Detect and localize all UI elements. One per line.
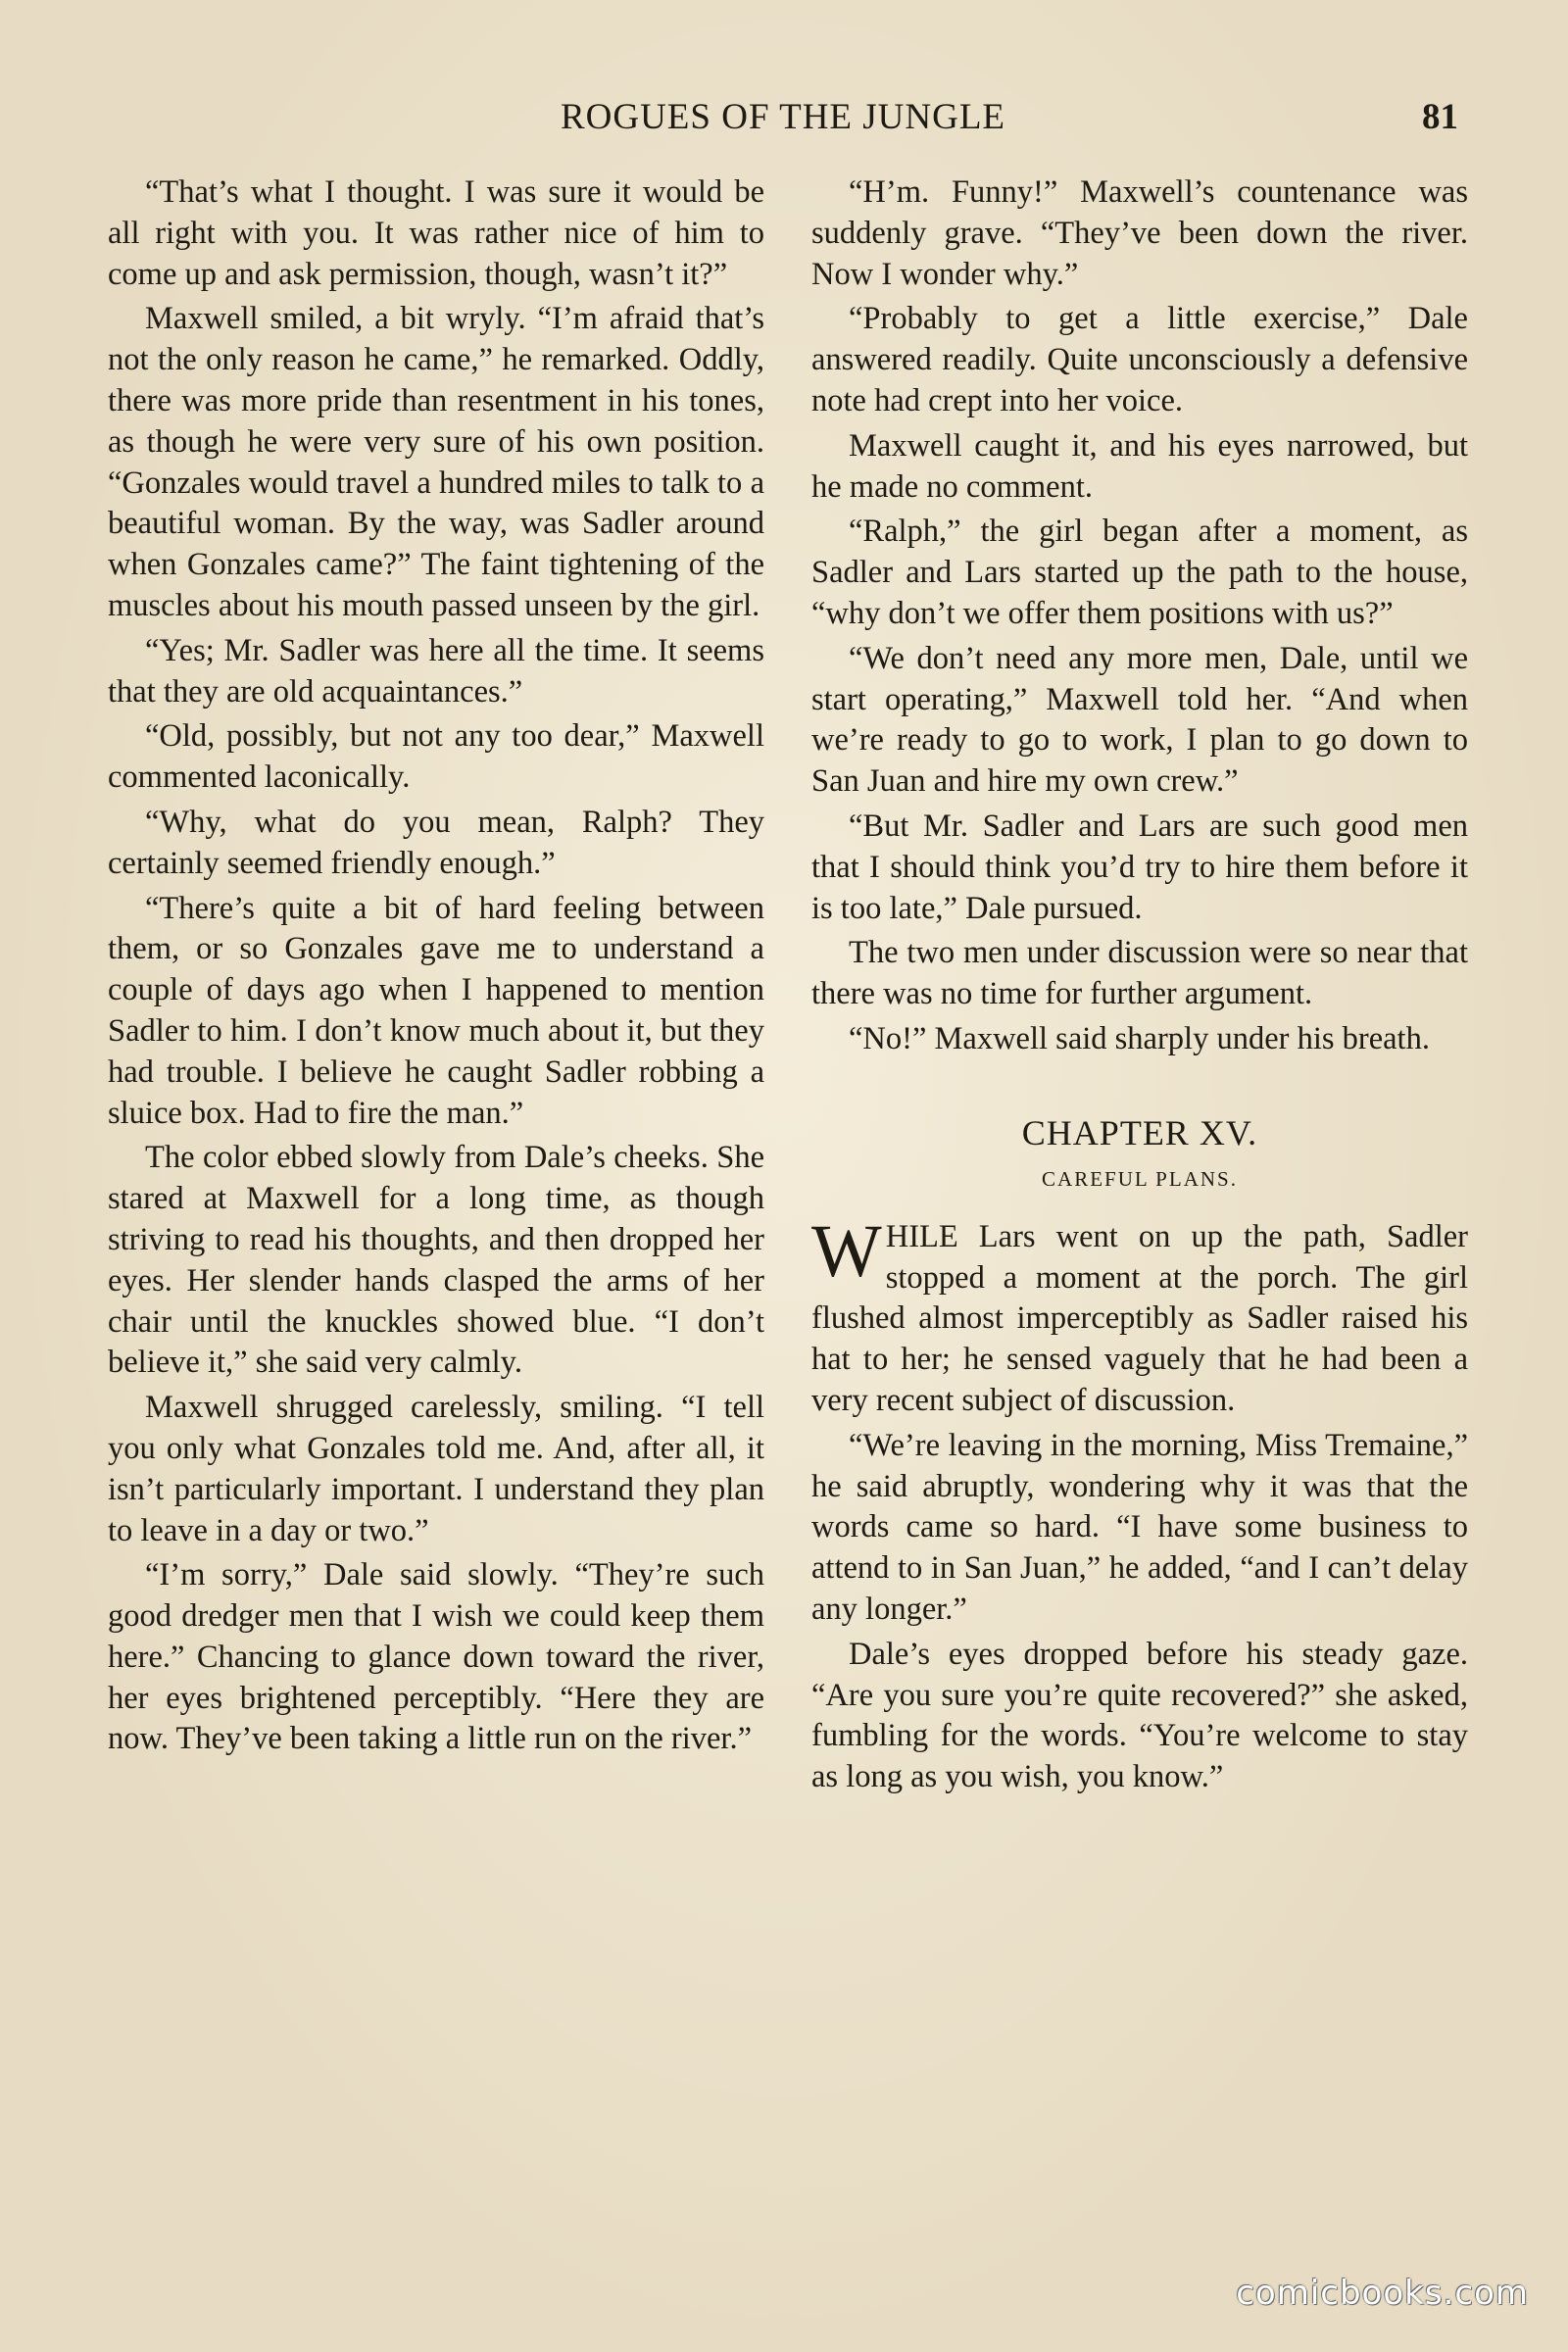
drop-cap: W: [811, 1209, 882, 1293]
paragraph: “That’s what I thought. I was sure it would be all right with you. It was rather nice of him to come up and ask permission, though, wasn’t it?”: [108, 174, 764, 292]
paragraph: The color ebbed slowly from Dale’s cheeks. She stared at Maxwell for a long time, as though striving to read his thoughts, and then dropped her eyes. Her slender hands clasped the arms of her chair until the knuckles showed blue. “I don’t believe it,” she said very calmly.: [108, 1140, 764, 1381]
paragraph: “Old, possibly, but not any too dear,” Maxwell commented laconically.: [108, 718, 764, 796]
chapter-opening-paragraph: [811, 1209, 1468, 1422]
page-header: [108, 94, 1458, 141]
left-column: [108, 172, 764, 1764]
running-head: ROGUES OF THE JUNGLE: [560, 97, 1006, 137]
watermark: comicbooks.com: [1236, 2274, 1529, 2313]
paragraph: “We don’t need any more men, Dale, until we start operating,” Maxwell told her. “And when we’re ready to go to work, I plan to go down to San Juan and hire my own crew.”: [811, 640, 1468, 800]
paragraph: Dale’s eyes dropped before his steady gaze. “Are you sure you’re quite recovered?” she asked, fumbling for the words. “You’re welcome to stay as long as you wish, you know.”: [811, 1636, 1468, 1795]
paragraph: “No!” Maxwell said sharply under his breath.: [849, 1020, 1430, 1056]
right-column: [811, 172, 1468, 1802]
paragraph: “Why, what do you mean, Ralph? They certainly seemed friendly enough.”: [108, 804, 764, 881]
paragraph: “H’m. Funny!” Maxwell’s countenance was suddenly grave. “They’ve been down the river. Now I wonder why.”: [811, 174, 1468, 292]
paragraph: Maxwell shrugged carelessly, smiling. “I tell you only what Gonzales told me. And, after all, it isn’t particularly important. I understand they plan to leave in a day or two.”: [108, 1390, 764, 1548]
chapter-subtitle: CAREFUL PLANS.: [1042, 1166, 1238, 1191]
paragraph: The two men under discussion were so near that there was no time for further argument.: [811, 935, 1468, 1012]
opening-text: HILE Lars went on up the path, Sadler stopped a moment at the porch. The girl flushed almost imperceptibly as Sadler raised his hat to her; he sensed vaguely that he had been a very recent subject of discussion.: [811, 1218, 1468, 1418]
paragraph: “Probably to get a little exercise,” Dale answered readily. Quite unconsciously a defensive note had crept into her voice.: [811, 301, 1468, 418]
paragraph: “I’m sorry,” Dale said slowly. “They’re such good dredger men that I wish we could keep them here.” Chancing to glance down toward the river, her eyes brightened perceptibly. “Here they are now. They’ve been taking a little run on the river.”: [108, 1557, 764, 1757]
paragraph: “Ralph,” the girl began after a moment, as Sadler and Lars started up the path to the house, “why don’t we offer them positions with us?”: [811, 514, 1468, 631]
chapter-title: CHAPTER XV.: [1021, 1112, 1258, 1152]
paragraph: Maxwell caught it, and his eyes narrowed, but he made no comment.: [811, 427, 1468, 505]
paragraph: “There’s quite a bit of hard feeling between them, or so Gonzales gave me to understand a couple of days ago when I happened to mention Sadler to him. I don’t know much about it, but they had trouble. I believe he caught Sadler robbing a sluice box. Had to fire the man.”: [108, 890, 764, 1131]
paragraph: Maxwell smiled, a bit wryly. “I’m afraid that’s not the only reason he came,” he remarked. Oddly, there was more pride than resentment in his tones, as though he were very sure of his own position. “Gonzales would travel a hundred miles to talk to a beautiful woman. By the way, was Sadler around when Gonzales came?” The faint tightening of the muscles about his mouth passed unseen by the girl.: [108, 301, 764, 623]
paragraph: “We’re leaving in the morning, Miss Tremaine,” he said abruptly, wondering why it was that the words came so hard. “I have some business to attend to in San Juan,” he added, “and I can’t delay any longer.”: [811, 1427, 1468, 1627]
page-number: 81: [1422, 97, 1458, 137]
paragraph: “Yes; Mr. Sadler was here all the time. It seems that they are old acquaintances.”: [108, 632, 764, 710]
paragraph: “But Mr. Sadler and Lars are such good men that I should think you’d try to hire them before it is too late,” Dale pursued.: [811, 808, 1468, 926]
